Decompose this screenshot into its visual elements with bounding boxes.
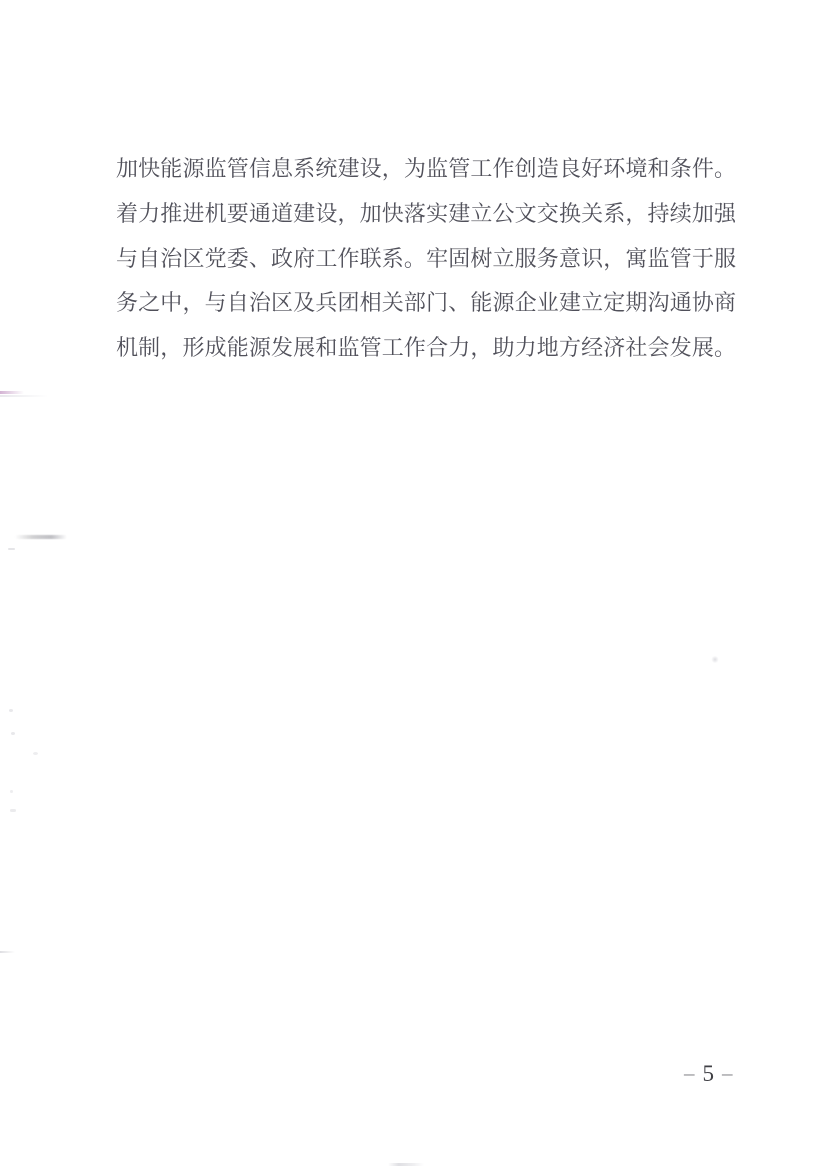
text-line: 务之中，与自治区及兵团相关部门、能源企业建立定期沟通协商	[116, 290, 736, 316]
text-line: 机制，形成能源发展和监管工作合力，助力地方经济社会发展。	[116, 335, 736, 360]
page-number-dash-left: –	[684, 1060, 695, 1085]
text-line: 与自治区党委、政府工作联系。牢固树立服务意识，寓监管于服	[116, 245, 736, 271]
scan-artifact-dot	[33, 752, 38, 755]
scan-artifact-speck	[8, 548, 15, 550]
scan-artifact-smudge	[388, 1163, 424, 1166]
text-line: 着力推进机要通道建设，加快落实建立公文交换关系，持续加强	[116, 200, 736, 226]
scan-artifact-pink-line	[0, 391, 24, 394]
scan-artifact-pale-line	[0, 395, 48, 397]
scan-artifact-speck	[711, 656, 719, 663]
text-line: 加快能源监管信息系统建设，为监管工作创造良好环境和条件。	[116, 156, 736, 181]
body-paragraph	[116, 147, 736, 371]
scan-artifact-dash	[0, 951, 15, 953]
scan-artifact-gray-smudge	[15, 535, 67, 539]
scan-artifact-dot	[10, 790, 13, 793]
scan-artifact-dot	[9, 709, 13, 712]
page-number-dash-right: –	[722, 1060, 733, 1085]
page-footer	[684, 1061, 733, 1087]
scan-artifact-dot	[10, 809, 16, 812]
scan-artifact-dot	[11, 732, 15, 735]
page-number: 5	[702, 1061, 714, 1086]
